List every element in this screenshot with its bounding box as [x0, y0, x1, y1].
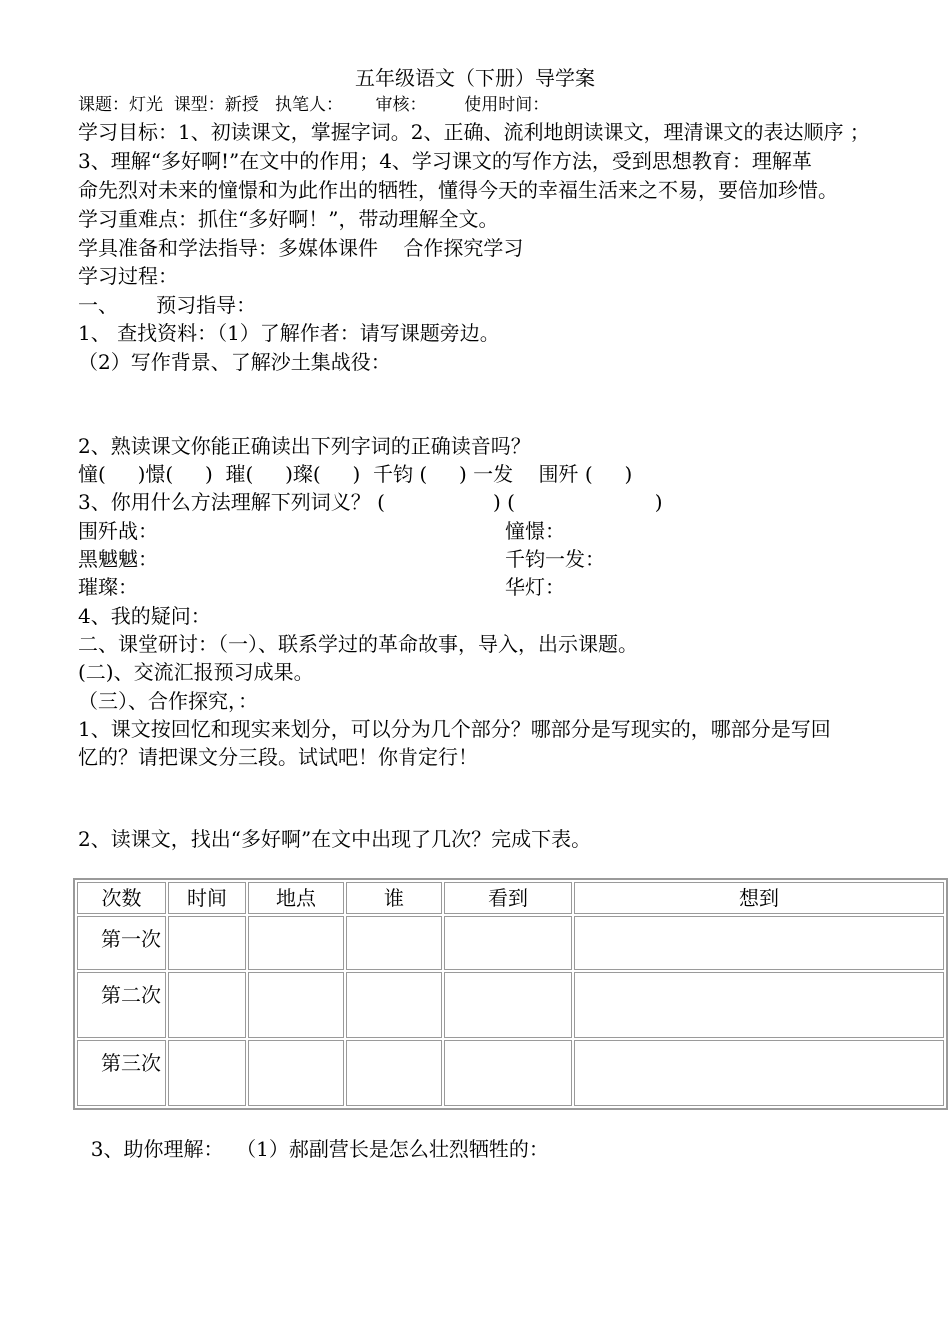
table-cell[interactable] [168, 972, 246, 1038]
table-row [77, 972, 944, 1038]
table-row [77, 916, 944, 970]
table-cell[interactable] [346, 972, 442, 1038]
table-cell[interactable] [574, 916, 944, 970]
word-left-1: 围歼战： [78, 519, 158, 543]
table-cell[interactable] [346, 1040, 442, 1106]
section-2-heading: 二、课堂研讨：（一）、联系学过的革命故事，导入，出示课题。 [78, 632, 638, 656]
table-cell[interactable] [168, 916, 246, 970]
section-2-part-2: (二)、交流汇报预习成果。 [78, 660, 314, 684]
table-cell[interactable] [444, 972, 572, 1038]
preview-item-2: 2、熟读课文你能正确读出下列字词的正确读音吗？ [78, 434, 531, 458]
goal-line-1: 学习目标：1、初读课文，掌握字词。2、正确、流利地朗读课文，理清课文的表达顺序 ； [78, 120, 870, 144]
goal-line-2: 3、理解“多好啊!”在文中的作用；4、学习课文的写作方法，受到思想教育：理解革 [78, 149, 812, 173]
table-cell[interactable] [346, 916, 442, 970]
table-cell[interactable] [444, 1040, 572, 1106]
table-cell[interactable] [574, 972, 944, 1038]
table-header-cell: 时间 [168, 882, 246, 914]
tools-line: 学具准备和学法指导：多媒体课件 合作探究学习 [78, 236, 524, 260]
table-header-cell: 想到 [574, 882, 944, 914]
section-1-heading: 一、 预习指导： [78, 293, 257, 317]
table-cell[interactable] [168, 1040, 246, 1106]
table-cell[interactable] [248, 1040, 344, 1106]
table-header-cell: 谁 [346, 882, 442, 914]
table-row [77, 1040, 944, 1106]
question-2: 2、读课文，找出“多好啊”在文中出现了几次？完成下表。 [78, 827, 592, 851]
question-1-line-1: 1、课文按回忆和现实来划分，可以分为几个部分？哪部分是写现实的，哪部分是写回 [78, 717, 831, 741]
preview-item-1: 1、 查找资料：（1）了解作者：请写课题旁边。 [78, 321, 500, 345]
row-label: 第一次 [77, 916, 166, 970]
preview-item-4: 4、我的疑问： [78, 604, 211, 628]
word-right-2: 千钧一发： [505, 547, 605, 571]
table-header-cell: 次数 [77, 882, 166, 914]
goal-line-3: 命先烈对未来的憧憬和为此作出的牺牲，懂得今天的幸福生活来之不易，要倍加珍惜。 [78, 178, 838, 202]
pronunciation-words: 憧( )憬( ) 璀( )璨( ) 千钧 ( ) 一发 围歼 ( ) [78, 462, 633, 486]
question-3: 3、助你理解： （1）郝副营长是怎么壮烈牺牲的： [78, 1137, 549, 1161]
page-title: 五年级语文（下册）导学案 [355, 66, 595, 90]
table-cell[interactable] [248, 972, 344, 1038]
table-header-cell: 看到 [444, 882, 572, 914]
table-cell[interactable] [444, 916, 572, 970]
process-heading: 学习过程： [78, 264, 178, 288]
table-cell[interactable] [574, 1040, 944, 1106]
meta-line: 课题：灯光 课型：新授 执笔人： 审核： 使用时间： [78, 95, 550, 115]
word-left-2: 黑魆魆： [78, 547, 158, 571]
preview-item-1b: （2）写作背景、了解沙土集战役： [78, 350, 391, 374]
occurrence-table [73, 878, 948, 1110]
word-right-3: 华灯： [505, 575, 565, 599]
row-label: 第三次 [77, 1040, 166, 1106]
key-points: 学习重难点：抓住“多好啊！”，带动理解全文。 [78, 207, 499, 231]
question-1-line-2: 忆的？请把课文分三段。试试吧！你肯定行！ [78, 745, 478, 769]
table-header-cell: 地点 [248, 882, 344, 914]
word-left-3: 璀璨： [78, 575, 138, 599]
section-2-part-3: （三）、合作探究，： [78, 689, 258, 713]
table-cell[interactable] [248, 916, 344, 970]
preview-item-3: 3、你用什么方法理解下列词义？ ( ) ( ) [78, 490, 663, 514]
word-right-1: 憧憬： [505, 519, 565, 543]
table-header-row [77, 882, 944, 914]
row-label: 第二次 [77, 972, 166, 1038]
